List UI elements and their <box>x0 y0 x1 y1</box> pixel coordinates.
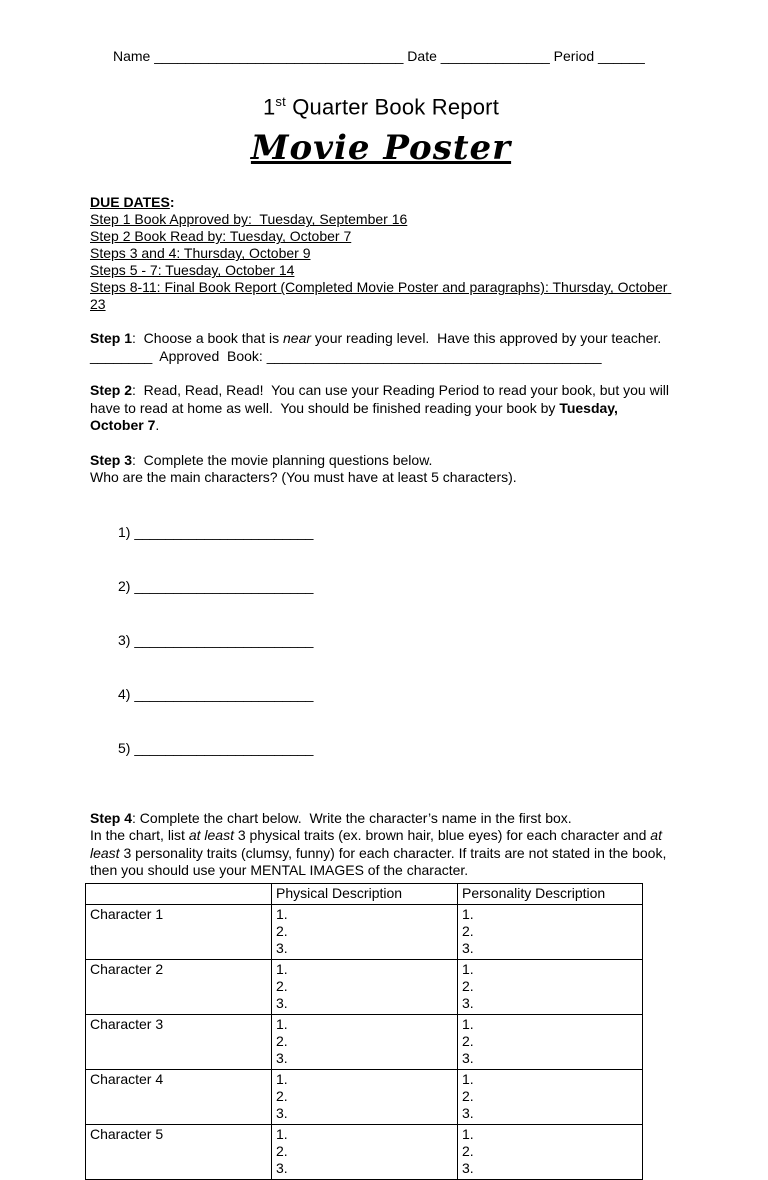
step4-label: Step 4 <box>90 809 133 826</box>
character-name-cell: Character 5 <box>86 1124 272 1179</box>
main-characters-list <box>118 487 672 793</box>
character-blank-line: 2) _______________________ <box>118 577 314 594</box>
step3-label: Step 3 <box>90 451 133 468</box>
physical-description-cell: 1. 2. 3. <box>272 959 458 1014</box>
title-number: 1 <box>262 94 276 120</box>
table-header-personality: Personality Description <box>458 883 643 904</box>
step2-paragraph: Step 2: Read, Read, Read! You can use your Reading Period to read your book, but you will have to read at home as well. You should be finished reading your book by Tuesday, October 7. <box>90 382 673 434</box>
table-row <box>86 1069 643 1124</box>
due-dates-section <box>90 194 672 313</box>
table-row <box>86 904 643 959</box>
physical-description-cell: 1. 2. 3. <box>272 1069 458 1124</box>
period-label: Period <box>553 48 595 64</box>
step1-label: Step 1 <box>90 330 133 347</box>
table-header-row <box>86 883 643 904</box>
character-name-cell: Character 3 <box>86 1014 272 1069</box>
character-name-cell: Character 1 <box>86 904 272 959</box>
table-row <box>86 1014 643 1069</box>
due-date-item: Steps 8-11: Final Book Report (Completed Movie Poster and paragraphs): Thursday, October 23 <box>90 279 672 313</box>
step3-paragraph: Step 3: Complete the movie planning questions below. Who are the main characters? (You must have at least 5 characters). <box>90 451 517 486</box>
personality-description-cell: 1. 2. 3. <box>458 959 643 1014</box>
due-date-item: Steps 5 - 7: Tuesday, October 14 <box>90 262 295 279</box>
step2-due-date: Tuesday, October 7 <box>90 399 622 434</box>
due-date-item: Step 2 Book Read by: Tuesday, October 7 <box>90 228 352 245</box>
name-blank: ________________________________ <box>150 48 408 64</box>
step2-label: Step 2 <box>90 382 133 399</box>
physical-description-cell: 1. 2. 3. <box>272 1124 458 1179</box>
personality-description-cell: 1. 2. 3. <box>458 1014 643 1069</box>
character-name-cell: Character 4 <box>86 1069 272 1124</box>
character-name-cell: Character 2 <box>86 959 272 1014</box>
table-row <box>86 959 643 1014</box>
step3-question: Who are the main characters? (You must have at least 5 characters). <box>90 469 517 486</box>
step4-paragraph: Step 4: Complete the chart below. Write the character’s name in the first box. In the chart, list at least 3 physical traits (ex. brown hair, blue eyes) for each character and at least 3 personality traits (clumsy, funny) for each character. If traits are not stated in the book, then you should use your MENTAL IMAGES of the character. <box>90 809 671 879</box>
name-label: Name <box>113 48 151 64</box>
character-blank-line: 1) _______________________ <box>118 523 314 540</box>
title-text: Quarter Book Report <box>285 94 500 120</box>
date-blank: ______________ <box>436 48 554 64</box>
step1-italic-word: near <box>283 330 312 347</box>
table-row <box>86 1124 643 1179</box>
table-header-physical: Physical Description <box>272 883 458 904</box>
page-title <box>90 94 672 120</box>
personality-description-cell: 1. 2. 3. <box>458 904 643 959</box>
personality-description-cell: 1. 2. 3. <box>458 1069 643 1124</box>
character-traits-table <box>85 883 643 1180</box>
due-date-item: Steps 3 and 4: Thursday, October 9 <box>90 245 311 262</box>
step1-paragraph: Step 1: Choose a book that is near your reading level. Have this approved by your teacher. ________ Approved Book: ___________________________________________ <box>90 330 670 364</box>
movie-poster-title: Movie Poster <box>250 128 512 169</box>
period-blank: ______ <box>594 48 645 64</box>
character-blank-line: 5) _______________________ <box>118 739 314 756</box>
title-ordinal-suffix: st <box>275 94 286 109</box>
character-blank-line: 3) _______________________ <box>118 631 314 648</box>
character-blank-line: 4) _______________________ <box>118 685 314 702</box>
page-subtitle <box>90 128 672 168</box>
table-header-name <box>86 883 272 904</box>
personality-description-cell: 1. 2. 3. <box>458 1124 643 1179</box>
physical-description-cell: 1. 2. 3. <box>272 1014 458 1069</box>
due-dates-heading: DUE DATES: <box>90 194 175 211</box>
physical-description-cell: 1. 2. 3. <box>272 904 458 959</box>
due-date-item: Step 1 Book Approved by: Tuesday, September 16 <box>90 211 408 228</box>
name-date-period-line <box>113 48 672 64</box>
date-label: Date <box>407 48 437 64</box>
